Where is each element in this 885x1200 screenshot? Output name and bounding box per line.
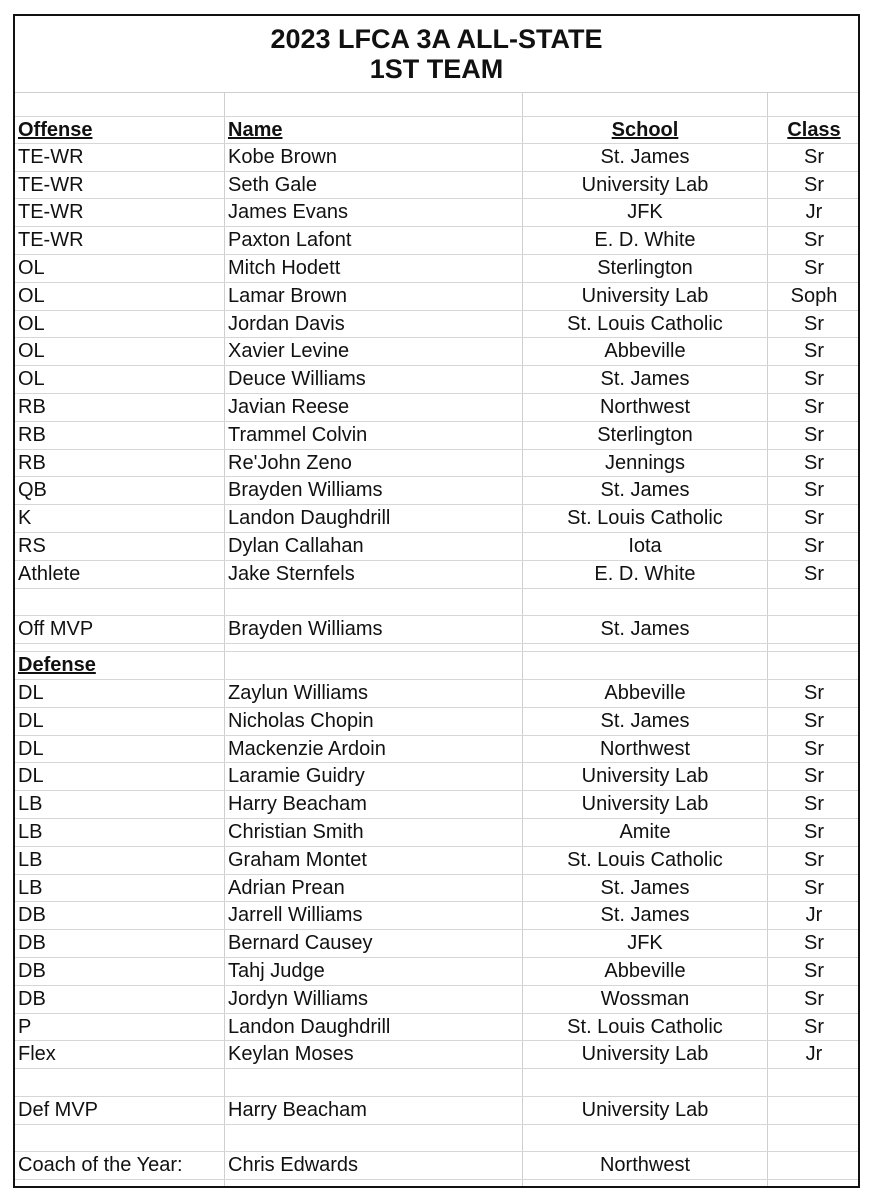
all-state-sheet — [13, 14, 860, 1188]
name-cell: Christian Smith — [228, 820, 364, 843]
class-cell: Sr — [804, 681, 824, 704]
name-cell: Dylan Callahan — [228, 534, 364, 557]
position-cell: DB — [18, 959, 46, 982]
school-cell: JFK — [627, 932, 663, 955]
position-cell: K — [18, 507, 32, 530]
name-cell: Laramie Guidry — [228, 765, 365, 788]
table-row — [15, 172, 858, 200]
position-cell: DL — [18, 681, 44, 704]
class-cell: Soph — [790, 284, 838, 307]
school-cell: St. Louis Catholic — [567, 1015, 723, 1038]
table-row — [15, 283, 858, 311]
table-row — [15, 958, 858, 986]
position-cell: LB — [18, 820, 43, 843]
class-cell: Sr — [804, 987, 824, 1010]
table-row — [15, 199, 858, 227]
name-cell: Tahj Judge — [228, 959, 325, 982]
spacer-row — [15, 1125, 858, 1153]
school-cell: Jennings — [604, 451, 686, 474]
def-mvp-label: Def MVP — [18, 1098, 99, 1121]
table-row — [15, 561, 858, 589]
school-cell: Abbeville — [604, 959, 686, 982]
spacer-row — [15, 589, 858, 617]
position-cell: RB — [18, 423, 46, 446]
class-cell: Sr — [804, 368, 824, 391]
school-cell: St. Louis Catholic — [567, 312, 723, 335]
table-row — [15, 394, 858, 422]
table-row — [15, 422, 858, 450]
class-cell: Sr — [804, 709, 824, 732]
position-cell: OL — [18, 368, 45, 391]
position-cell: TE-WR — [18, 229, 84, 252]
name-cell: Keylan Moses — [228, 1043, 354, 1066]
offense-header: Offense — [18, 119, 93, 141]
title-line-2: 1ST TEAM — [369, 54, 504, 84]
table-row — [15, 680, 858, 708]
school-cell: University Lab — [581, 173, 709, 196]
class-cell: Sr — [804, 737, 824, 760]
class-cell: Sr — [804, 173, 824, 196]
school-cell: Wossman — [600, 987, 690, 1010]
coach-name: Chris Edwards — [228, 1154, 359, 1177]
position-cell: RS — [18, 534, 46, 557]
table-row — [15, 902, 858, 930]
class-cell: Sr — [804, 395, 824, 418]
name-cell: Graham Montet — [228, 848, 367, 871]
table-row — [15, 533, 858, 561]
name-cell: Xavier Levine — [228, 340, 350, 363]
school-cell: University Lab — [581, 284, 709, 307]
position-cell: RB — [18, 395, 46, 418]
class-cell: Sr — [804, 256, 824, 279]
name-cell: Lamar Brown — [228, 284, 347, 307]
title-block — [15, 16, 858, 93]
school-cell: E. D. White — [594, 229, 696, 252]
position-cell: TE-WR — [18, 201, 84, 224]
name-cell: Landon Daughdrill — [228, 1015, 391, 1038]
table-row — [15, 450, 858, 478]
class-header: Class — [787, 119, 841, 141]
name-cell: James Evans — [228, 201, 349, 224]
defense-header-row — [15, 652, 858, 680]
class-cell: Sr — [804, 423, 824, 446]
coach-label: Coach of the Year: — [18, 1154, 183, 1177]
position-cell: QB — [18, 479, 47, 502]
school-cell: Northwest — [599, 395, 691, 418]
class-cell: Sr — [804, 1015, 824, 1038]
table-row — [15, 875, 858, 903]
class-cell: Jr — [805, 904, 823, 927]
school-cell: Iota — [628, 534, 662, 557]
position-cell: LB — [18, 793, 43, 816]
class-cell: Sr — [804, 562, 824, 585]
name-cell: Adrian Prean — [228, 876, 345, 899]
position-cell: Athlete — [18, 562, 81, 585]
defense-header: Defense — [18, 654, 96, 677]
school-cell: Amite — [619, 820, 671, 843]
position-cell: TE-WR — [18, 145, 84, 168]
table-row — [15, 366, 858, 394]
class-cell: Jr — [805, 201, 823, 224]
class-cell: Sr — [804, 507, 824, 530]
table-row — [15, 763, 858, 791]
def-mvp-row — [15, 1097, 858, 1125]
name-cell: Deuce Williams — [228, 368, 366, 391]
school-cell: E. D. White — [594, 562, 696, 585]
position-cell: P — [18, 1015, 32, 1038]
school-cell: St. James — [600, 904, 690, 927]
name-cell: Paxton Lafont — [228, 229, 352, 252]
position-cell: DL — [18, 737, 44, 760]
title-line-1: 2023 LFCA 3A ALL-STATE — [270, 24, 603, 54]
class-cell: Sr — [804, 229, 824, 252]
school-header: School — [611, 119, 679, 141]
school-cell: JFK — [627, 201, 663, 224]
name-cell: Mackenzie Ardoin — [228, 737, 386, 760]
school-cell: St. James — [600, 479, 690, 502]
table-row — [15, 505, 858, 533]
coach-row — [15, 1152, 858, 1180]
class-cell: Sr — [804, 876, 824, 899]
off-mvp-name: Brayden Williams — [228, 618, 383, 641]
name-cell: Seth Gale — [228, 173, 317, 196]
school-cell: Abbeville — [604, 340, 686, 363]
name-cell: Nicholas Chopin — [228, 709, 374, 732]
off-mvp-school: St. James — [600, 618, 690, 641]
school-cell: University Lab — [581, 765, 709, 788]
table-row — [15, 847, 858, 875]
def-mvp-school: University Lab — [581, 1098, 709, 1121]
school-cell: St. Louis Catholic — [567, 848, 723, 871]
table-row — [15, 311, 858, 339]
position-cell: DL — [18, 709, 44, 732]
position-cell: LB — [18, 848, 43, 871]
table-row — [15, 1014, 858, 1042]
position-cell: OL — [18, 312, 45, 335]
class-cell: Sr — [804, 312, 824, 335]
position-cell: OL — [18, 340, 45, 363]
class-cell: Sr — [804, 145, 824, 168]
class-cell: Sr — [804, 848, 824, 871]
table-row — [15, 930, 858, 958]
class-cell: Sr — [804, 932, 824, 955]
name-cell: Jordyn Williams — [228, 987, 369, 1010]
position-cell: DL — [18, 765, 44, 788]
table-row — [15, 736, 858, 764]
school-cell: University Lab — [581, 1043, 709, 1066]
class-cell: Sr — [804, 793, 824, 816]
coach-school: Northwest — [599, 1154, 691, 1177]
name-cell: Harry Beacham — [228, 793, 367, 816]
off-mvp-label: Off MVP — [18, 618, 94, 641]
name-cell: Jake Sternfels — [228, 562, 355, 585]
position-cell: LB — [18, 876, 43, 899]
name-cell: Trammel Colvin — [228, 423, 368, 446]
table-row — [15, 255, 858, 283]
table-row — [15, 791, 858, 819]
name-header: Name — [228, 119, 283, 141]
position-cell: DB — [18, 904, 46, 927]
header-row — [15, 116, 858, 144]
name-cell: Javian Reese — [228, 395, 350, 418]
off-mvp-row — [15, 616, 858, 644]
name-cell: Brayden Williams — [228, 479, 383, 502]
class-cell: Sr — [804, 765, 824, 788]
name-cell: Zaylun Williams — [228, 681, 369, 704]
position-cell: OL — [18, 284, 45, 307]
spacer-row — [15, 644, 858, 652]
class-cell: Sr — [804, 479, 824, 502]
position-cell: TE-WR — [18, 173, 84, 196]
name-cell: Jordan Davis — [228, 312, 345, 335]
school-cell: St. James — [600, 145, 690, 168]
def-mvp-name: Harry Beacham — [228, 1098, 367, 1121]
position-cell: DB — [18, 987, 46, 1010]
class-cell: Sr — [804, 820, 824, 843]
table-row — [15, 477, 858, 505]
school-cell: Abbeville — [604, 681, 686, 704]
class-cell: Sr — [804, 534, 824, 557]
position-cell: OL — [18, 256, 45, 279]
name-cell: Jarrell Williams — [228, 904, 363, 927]
school-cell: St. Louis Catholic — [567, 507, 723, 530]
table-row — [15, 144, 858, 172]
table-row — [15, 1041, 858, 1069]
table-row — [15, 819, 858, 847]
school-cell: Sterlington — [597, 256, 693, 279]
spacer-row — [15, 1069, 858, 1097]
position-cell: DB — [18, 932, 46, 955]
position-cell: Flex — [18, 1043, 56, 1066]
class-cell: Sr — [804, 959, 824, 982]
table-row — [15, 708, 858, 736]
school-cell: St. James — [600, 709, 690, 732]
school-cell: St. James — [600, 876, 690, 899]
class-cell: Sr — [804, 451, 824, 474]
school-cell: Northwest — [599, 737, 691, 760]
school-cell: Sterlington — [597, 423, 693, 446]
position-cell: RB — [18, 451, 46, 474]
class-cell: Sr — [804, 340, 824, 363]
table-row — [15, 227, 858, 255]
table-row — [15, 986, 858, 1014]
name-cell: Bernard Causey — [228, 932, 373, 955]
school-cell: St. James — [600, 368, 690, 391]
name-cell: Kobe Brown — [228, 145, 337, 168]
table-row — [15, 338, 858, 366]
name-cell: Re'John Zeno — [228, 451, 352, 474]
offense-rows — [15, 144, 858, 589]
name-cell: Mitch Hodett — [228, 256, 341, 279]
defense-rows — [15, 680, 858, 1069]
school-cell: University Lab — [581, 793, 709, 816]
class-cell: Jr — [805, 1043, 823, 1066]
name-cell: Landon Daughdrill — [228, 507, 391, 530]
